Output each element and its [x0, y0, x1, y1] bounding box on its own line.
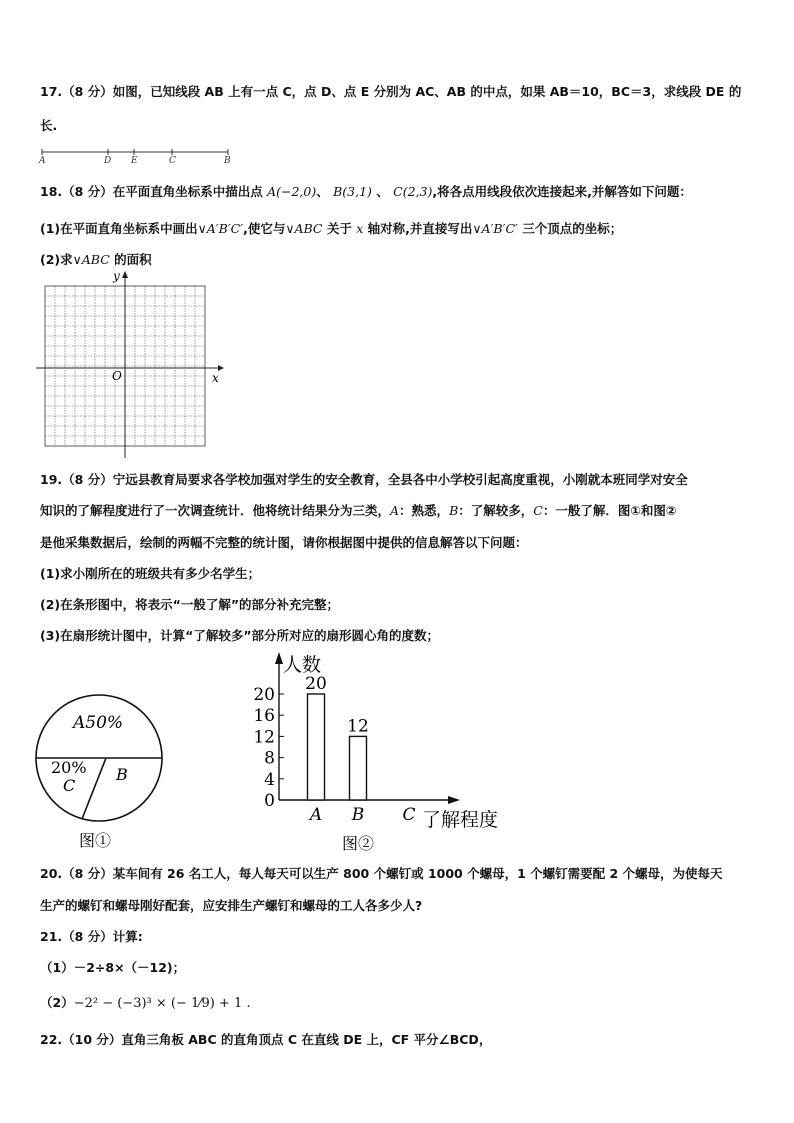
pie-label-c: C	[63, 776, 76, 795]
q22-line1: 22.（10 分）直角三角板 ABC 的直角顶点 C 在直线 DE 上，CF 平分∠BCD，	[40, 1032, 492, 1047]
q21-part2	[40, 993, 251, 1011]
q19-part1: (1)求小刚所在的班级共有多少名学生；	[40, 566, 261, 581]
label: （2）	[40, 995, 74, 1010]
y-tick-label: 4	[264, 769, 275, 790]
x-axis-arrow	[448, 796, 460, 804]
q17-line1: 17.（8 分）如图，已知线段 AB 上有一点 C，点 D、点 E 分别为 AC、AB 的中点，如果 AB＝10，BC＝3，求线段 DE 的	[40, 84, 742, 99]
text: ：一般了解．图①和图②	[542, 503, 677, 518]
text: 的面积	[114, 252, 152, 267]
q21-expression: −2² − (−3)³ × (− 1⁄9) + 1 .	[73, 996, 251, 1011]
y-tick-label: 12	[253, 727, 275, 748]
x-tick-label-c: C	[402, 805, 416, 825]
bar-caption: 图②	[342, 834, 375, 853]
category-c: C	[533, 503, 543, 518]
triangle-symbol: ∨ABC	[72, 252, 110, 267]
text: ：熟悉，	[399, 503, 450, 518]
point-a-coord: A(−2,0)	[267, 184, 317, 199]
origin-label: O	[112, 369, 122, 383]
q19-part2: (2)在条形图中，将表示“一般了解”的部分补充完整；	[40, 597, 340, 612]
y-tick-label: 8	[264, 748, 275, 769]
point-d-label: D	[104, 156, 112, 164]
point-b-coord: B(3,1)	[333, 184, 372, 199]
category-a: A	[390, 503, 400, 518]
pie-label-c-pct: 20%	[51, 758, 87, 777]
q20-line1: 20.（8 分）某车间有 26 名工人，每人每天可以生产 800 个螺钉或 1000 个螺母，1 个螺钉需要配 2 个螺母，为使每天	[40, 866, 723, 881]
q18-part2	[40, 250, 152, 268]
text: 关于	[326, 221, 352, 236]
pie-label-b: B	[116, 765, 128, 784]
text: 轴对称,并直接写出	[367, 221, 473, 236]
x-tick-label-b: B	[351, 805, 365, 825]
point-c-label: C	[169, 156, 176, 164]
bar-chart	[250, 646, 510, 856]
q18-part1	[40, 219, 622, 237]
y-axis-label: y	[113, 269, 120, 283]
category-b: B	[449, 503, 459, 518]
x-axis-label: x	[212, 371, 219, 385]
y-axis-arrow	[275, 652, 283, 664]
y-tick-label: 0	[264, 791, 275, 811]
pie-chart	[34, 680, 174, 855]
q21-head: 21.（8 分）计算:	[40, 929, 143, 944]
pie-caption: 图①	[79, 831, 112, 850]
sep: 、	[316, 184, 329, 199]
q19-line3: 是他采集数据后，绘制的两幅不完整的统计图，请你根据图中提供的信息解答以下问题：	[40, 535, 528, 550]
q19-part3: (3)在扇形统计图中，计算“了解较多”部分所对应的扇形圆心角的度数；	[40, 628, 440, 643]
bar-a	[308, 694, 325, 800]
bar-ylabel: 人数	[283, 654, 322, 676]
segment-figure	[36, 144, 236, 164]
q17-line2: 长.	[40, 118, 58, 133]
y-tick-label: 16	[253, 706, 275, 727]
triangle-symbol: ∨ABC	[285, 221, 323, 236]
text: (2)求	[40, 252, 73, 267]
text: 三个顶点的坐标；	[522, 221, 623, 236]
text: ,使它与	[243, 221, 286, 236]
point-a-label: A	[39, 156, 46, 164]
bar-xlabel: 了解程度	[422, 809, 499, 831]
point-e-label: E	[131, 156, 138, 164]
x-symbol: x	[356, 221, 364, 236]
bar-b	[350, 736, 367, 800]
q18-head: 18.（8 分）在平面直角坐标系中描出点	[40, 184, 263, 199]
q19-line1: 19.（8 分）宁远县教育局要求各学校加强对学生的安全教育，全县各中小学校引起高度重视，小刚就本班同学对安全	[40, 472, 688, 487]
x-tick-label-a: A	[309, 805, 323, 825]
point-b-label: B	[224, 156, 231, 164]
bar-data-label-a: 20	[305, 674, 327, 694]
triangle-symbol: ∨A′B′C′	[472, 221, 518, 236]
q19-line2	[40, 501, 677, 519]
q18-tail: ,将各点用线段依次连接起来,并解答如下问题：	[432, 184, 692, 199]
y-tick-label: 20	[253, 685, 275, 705]
text: (1)在平面直角坐标系中画出	[40, 221, 198, 236]
sep: 、	[376, 184, 389, 199]
text: 知识的了解程度进行了一次调查统计．他将统计结果分为三类，	[40, 503, 391, 518]
bar-data-label-b: 12	[347, 716, 369, 737]
q21-part1: （1）－2÷8×（－12)；	[40, 960, 186, 975]
point-c-coord: C(2,3)	[393, 184, 433, 199]
pie-label-a: A50%	[73, 713, 124, 733]
q18-head-line	[40, 182, 692, 200]
coordinate-grid	[36, 268, 226, 460]
q20-line2: 生产的螺钉和螺母刚好配套，应安排生产螺钉和螺母的工人各多少人?	[40, 898, 423, 913]
text: ：了解较多，	[458, 503, 534, 518]
triangle-symbol: ∨A′B′C′	[197, 221, 244, 236]
